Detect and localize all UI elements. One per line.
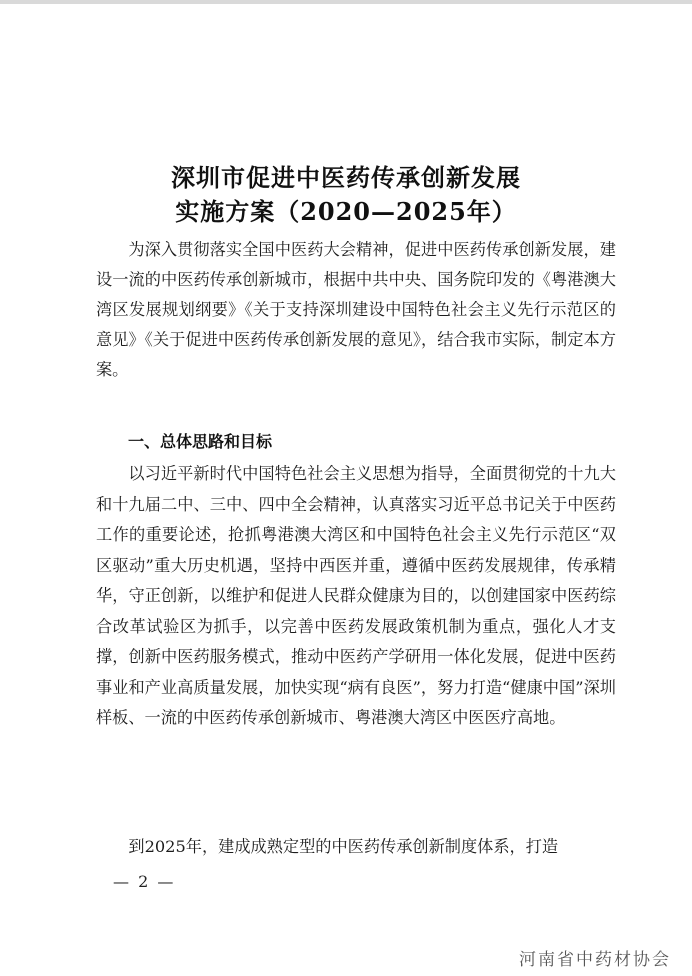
target-paragraph: 到2025年，建成成熟定型的中医药传承创新制度体系，打造 — [128, 837, 559, 856]
watermark-text: 河南省中药材协会 — [519, 950, 671, 970]
intro-paragraph: 为深入贯彻落实全国中医药大会精神，促进中医药传承创新发展，建设一流的中医药传承创新城市，根据中共中央、国务院印发的《粤港澳大湾区发展规划纲要》《关于支持深圳建设中国特色社会主义先行示范区的意见》《关于促进中医药传承创新发展的意见》，结合我市实际，制定本方案。 — [96, 240, 616, 379]
document-title-line1: 深圳市促进中医药传承创新发展 — [171, 163, 521, 192]
section-heading: 一、总体思路和目标 — [128, 432, 273, 451]
page-top-border — [0, 0, 692, 4]
section-body-paragraph: 以习近平新时代中国特色社会主义思想为指导，全面贯彻党的十九大和十九届二中、三中、四中全会精神，认真落实习近平总书记关于中医药工作的重要论述，抢抓粤港澳大湾区和中国特色社会主义先行示范区“双区驱动”重大历史机遇，坚持中西医并重，遵循中医药发展规律，传承精华，守正创新，以维护和促进人民群众健康为目的，以创建国家中医药综合改革试验区为抓手，以完善中医药发展政策机制为重点，强化人才支撑，创新中医药服务模式，推动中医药产学研用一体化发展，促进中医药事业和产业高质量发展，加快实现“病有良医”，努力打造“健康中国”深圳样板、一流的中医药传承创新城市、粤港澳大湾区中医医疗高地。 — [96, 464, 616, 727]
document-title-line2: 实施方案（2020—2025年） — [175, 197, 517, 226]
page-number: — 2 — — [113, 872, 176, 891]
